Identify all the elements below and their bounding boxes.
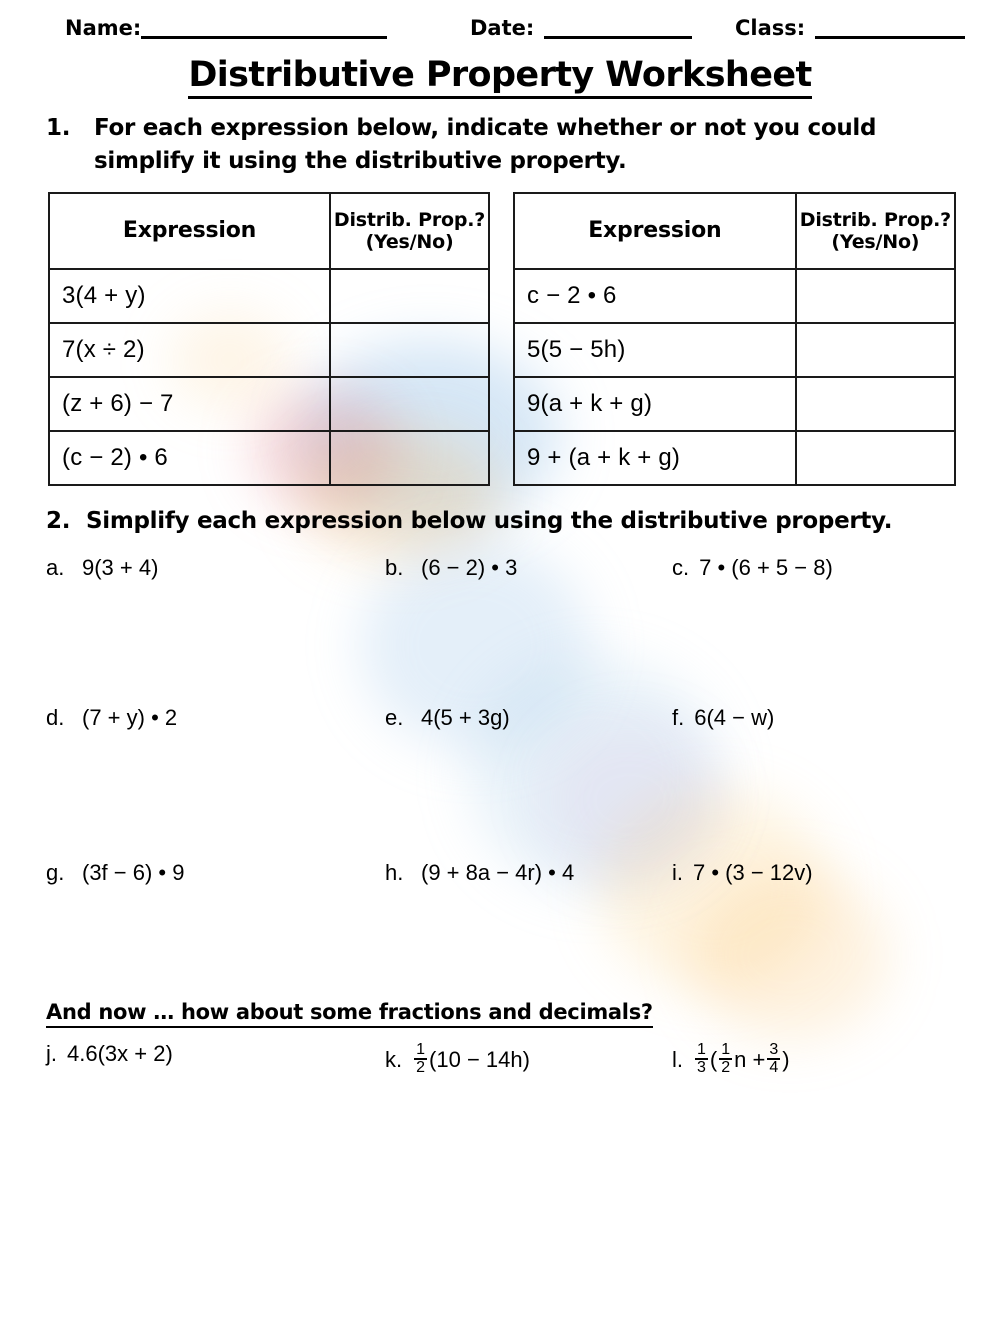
fraction xyxy=(695,1042,708,1077)
problem-expression: (6 − 2) • 3 xyxy=(421,555,518,580)
table-row xyxy=(49,323,489,377)
problem-letter: a. xyxy=(46,555,65,580)
problem-expression xyxy=(693,1043,790,1078)
answer-cell[interactable] xyxy=(796,269,955,323)
problem-expression: 9(3 + 4) xyxy=(82,555,159,580)
expression-text: n + xyxy=(734,1047,766,1073)
expression-cell: 7(x ÷ 2) xyxy=(49,323,330,377)
fraction-numerator: 1 xyxy=(416,1041,426,1058)
problem-letter: i. xyxy=(672,860,683,885)
name-field[interactable] xyxy=(65,16,387,39)
problem-letter: f. xyxy=(672,705,685,730)
fraction-denominator: 2 xyxy=(416,1059,426,1077)
fraction-denominator: 2 xyxy=(721,1059,731,1077)
fraction-denominator: 3 xyxy=(697,1059,706,1077)
answer-cell[interactable] xyxy=(330,431,489,485)
answer-cell[interactable] xyxy=(796,431,955,485)
table-row xyxy=(49,431,489,485)
problem-row-ghi xyxy=(0,862,1000,902)
fraction xyxy=(719,1042,732,1077)
problem-item-f xyxy=(672,707,774,729)
problem-expression xyxy=(412,1043,530,1078)
student-info-header xyxy=(0,16,1000,52)
problem-row-jkl xyxy=(0,1043,1000,1083)
problem-item-d xyxy=(46,707,177,729)
name-blank-line[interactable] xyxy=(141,16,387,39)
problem-letter: e. xyxy=(385,705,404,730)
problem-letter: l. xyxy=(672,1047,683,1073)
question-1 xyxy=(46,112,946,177)
expression-cell: (z + 6) − 7 xyxy=(49,377,330,431)
date-field[interactable] xyxy=(470,16,692,39)
expression-text: (10 − 14h) xyxy=(429,1047,530,1073)
problem-item-e xyxy=(385,707,510,729)
problem-letter: d. xyxy=(46,705,65,730)
question-1-number: 1. xyxy=(46,115,71,141)
problem-letter: j. xyxy=(46,1041,57,1066)
fractions-section-heading-text: And now … how about some fractions and decimals? xyxy=(46,1000,653,1028)
column-header-expression: Expression xyxy=(514,193,796,269)
problem-item-c xyxy=(672,557,833,579)
problem-item-j xyxy=(46,1043,173,1065)
column-header-line-1: Distrib. Prop.? xyxy=(799,208,951,231)
answer-cell[interactable] xyxy=(796,323,955,377)
expression-cell: (c − 2) • 6 xyxy=(49,431,330,485)
fraction xyxy=(767,1042,780,1077)
page-title-text: Distributive Property Worksheet xyxy=(188,55,811,99)
answer-cell[interactable] xyxy=(330,269,489,323)
problem-expression: 7 • (3 − 12v) xyxy=(693,860,813,885)
fraction-denominator: 4 xyxy=(769,1059,779,1077)
column-header-line-2: (Yes/No) xyxy=(365,231,454,253)
expression-text: ) xyxy=(782,1047,790,1073)
problem-expression: (3f − 6) • 9 xyxy=(82,860,185,885)
column-header-distributive-property xyxy=(796,193,955,269)
class-blank-line[interactable] xyxy=(815,16,965,39)
problem-expression: 7 • (6 + 5 − 8) xyxy=(699,555,833,580)
question-2-text: Simplify each expression below using the distributive property. xyxy=(86,508,893,534)
name-label: Name: xyxy=(65,16,142,40)
question-2 xyxy=(46,508,966,534)
problem-letter: h. xyxy=(385,860,404,885)
problem-expression: (7 + y) • 2 xyxy=(82,705,178,730)
class-label: Class: xyxy=(735,16,806,40)
expression-cell: 9(a + k + g) xyxy=(514,377,796,431)
table-row xyxy=(514,377,955,431)
problem-item-i xyxy=(672,862,813,884)
table-header-row xyxy=(49,193,489,269)
column-header-distributive-property xyxy=(330,193,489,269)
problem-item-k xyxy=(385,1043,530,1078)
fractions-section-heading xyxy=(46,1000,653,1024)
table-row xyxy=(514,323,955,377)
problem-letter: g. xyxy=(46,860,65,885)
fraction-numerator: 1 xyxy=(721,1041,731,1058)
table-row xyxy=(49,377,489,431)
fraction-numerator: 3 xyxy=(769,1041,779,1058)
expression-cell: 3(4 + y) xyxy=(49,269,330,323)
fraction xyxy=(414,1042,427,1077)
fraction-numerator: 1 xyxy=(697,1041,706,1058)
page-title xyxy=(0,56,1000,95)
expression-table-right xyxy=(513,192,956,486)
answer-cell[interactable] xyxy=(330,323,489,377)
problem-expression: 6(4 − w) xyxy=(694,705,775,730)
problem-item-l xyxy=(672,1043,790,1078)
date-label: Date: xyxy=(470,16,535,40)
expression-cell: 9 + (a + k + g) xyxy=(514,431,796,485)
expression-text: 4.6(3x + 2) xyxy=(67,1041,173,1066)
problem-item-g xyxy=(46,862,184,884)
table-row xyxy=(514,269,955,323)
question-2-number: 2. xyxy=(46,508,71,534)
problem-row-def xyxy=(0,707,1000,747)
expression-cell: 5(5 − 5h) xyxy=(514,323,796,377)
problem-letter: b. xyxy=(385,555,404,580)
question-1-text: For each expression below, indicate whether or not you could simplify it using the distributive property. xyxy=(94,115,877,174)
expression-text: ( xyxy=(709,1047,718,1073)
problem-item-a xyxy=(46,557,158,579)
problem-item-b xyxy=(385,557,517,579)
table-row xyxy=(514,431,955,485)
answer-cell[interactable] xyxy=(330,377,489,431)
column-header-expression: Expression xyxy=(49,193,330,269)
problem-expression: 4(5 + 3g) xyxy=(421,705,510,730)
table-row xyxy=(49,269,489,323)
expression-table-left xyxy=(48,192,490,486)
table-header-row xyxy=(514,193,955,269)
date-blank-line[interactable] xyxy=(544,16,692,39)
problem-row-abc xyxy=(0,557,1000,597)
problem-expression: (9 + 8a − 4r) • 4 xyxy=(421,860,575,885)
problem-expression xyxy=(67,1043,173,1065)
problem-letter: c. xyxy=(672,555,690,580)
column-header-line-2: (Yes/No) xyxy=(831,231,920,253)
expression-cell: c − 2 • 6 xyxy=(514,269,796,323)
class-field[interactable] xyxy=(735,16,965,39)
problem-item-h xyxy=(385,862,574,884)
answer-cell[interactable] xyxy=(796,377,955,431)
problem-letter: k. xyxy=(385,1047,403,1073)
column-header-line-1: Distrib. Prop.? xyxy=(333,208,486,231)
